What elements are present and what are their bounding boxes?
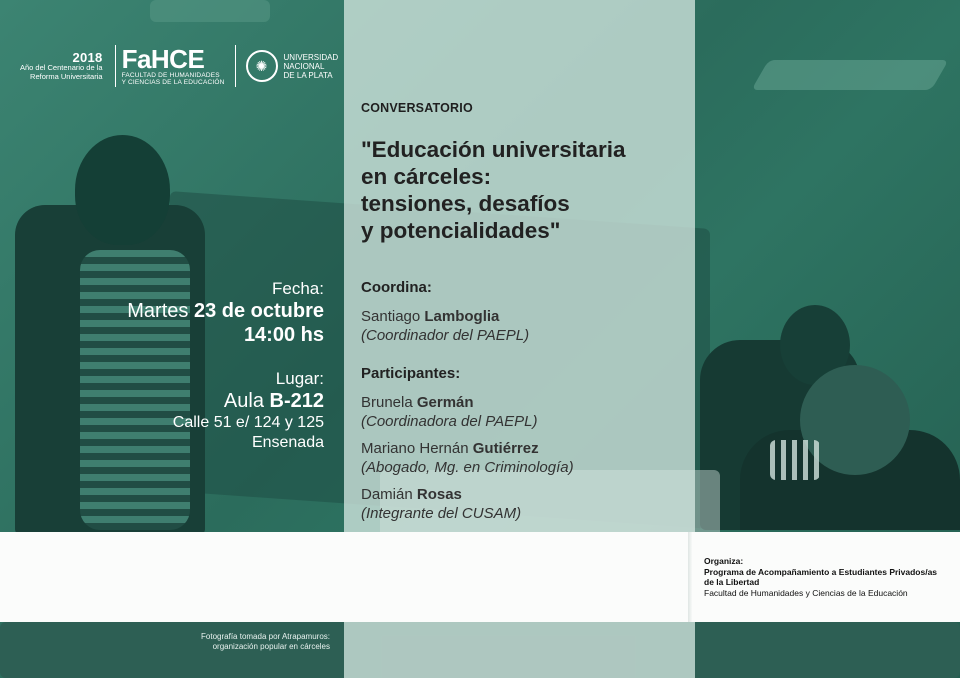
participant-3: Damián Rosas (Integrante del CUSAM) [361,486,522,522]
unlp-line-3: DE LA PLATA [283,70,333,80]
jacket-stripes [770,440,820,480]
ceiling-light [751,60,948,90]
place-label: Lugar: [275,369,324,388]
ceiling-detail [150,0,270,22]
event-details [127,278,324,453]
fahce-wordmark: FaHCE [121,43,205,74]
fahce-logo [121,43,225,87]
event-time: 14:00 hs [243,324,324,346]
centenary-logo [20,51,103,81]
participantes-heading: Participantes: [361,365,461,382]
unlp-line-2: NACIONAL [283,61,325,71]
centenary-text-2: Reforma Universitaria [30,71,103,81]
participant-2: Mariano Hernán Gutiérrez (Abogado, Mg. en Criminología) [361,440,574,476]
event-title: "Educación universitaria en cárceles: tensiones, desafíos y potencialidades" [361,137,626,243]
centenary-text-1: Año del Centenario de la [20,63,103,72]
unlp-logo [284,53,339,80]
event-room: Aula B-212 [223,390,324,412]
logo-divider [115,45,116,87]
centenary-year: 2018 [72,50,103,65]
organizer-heading: Organiza: [704,556,744,566]
organizer-block [704,556,944,598]
university-seal-icon: ✺ [246,50,278,82]
event-city: Ensenada [251,434,324,451]
date-label: Fecha: [272,279,324,298]
band-fold [688,532,692,622]
event-type: CONVERSATORIO [361,101,473,115]
unlp-line-1: UNIVERSIDAD [283,52,339,62]
organizer-program-2: de la Libertad [704,577,760,587]
fahce-subtitle-1: FACULTAD DE HUMANIDADES [121,71,220,79]
photo-credit: Fotografía tomada por Atrapamuros: organización popular en cárceles [201,632,330,651]
event-date: Martes 23 de octubre [127,300,324,322]
standing-person-head [75,135,170,245]
logo-bar [20,44,338,88]
participant-1: Brunela Germán (Coordinadora del PAEPL) [361,394,538,430]
coordinator: Santiago Lamboglia (Coordinador del PAEPL) [361,308,530,344]
organizer-program-1: Programa de Acompañamiento a Estudiantes Privados/as [704,566,938,577]
event-address: Calle 51 e/ 124 y 125 [172,414,324,431]
coordinator-role: (Coordinador del PAEPL) [361,327,530,344]
logo-divider-2 [235,45,236,87]
fahce-subtitle-2: Y CIENCIAS DE LA EDUCACIÓN [121,79,225,86]
coordina-heading: Coordina: [361,279,432,296]
organizer-faculty: Facultad de Humanidades y Ciencias de la Educación [704,587,908,598]
